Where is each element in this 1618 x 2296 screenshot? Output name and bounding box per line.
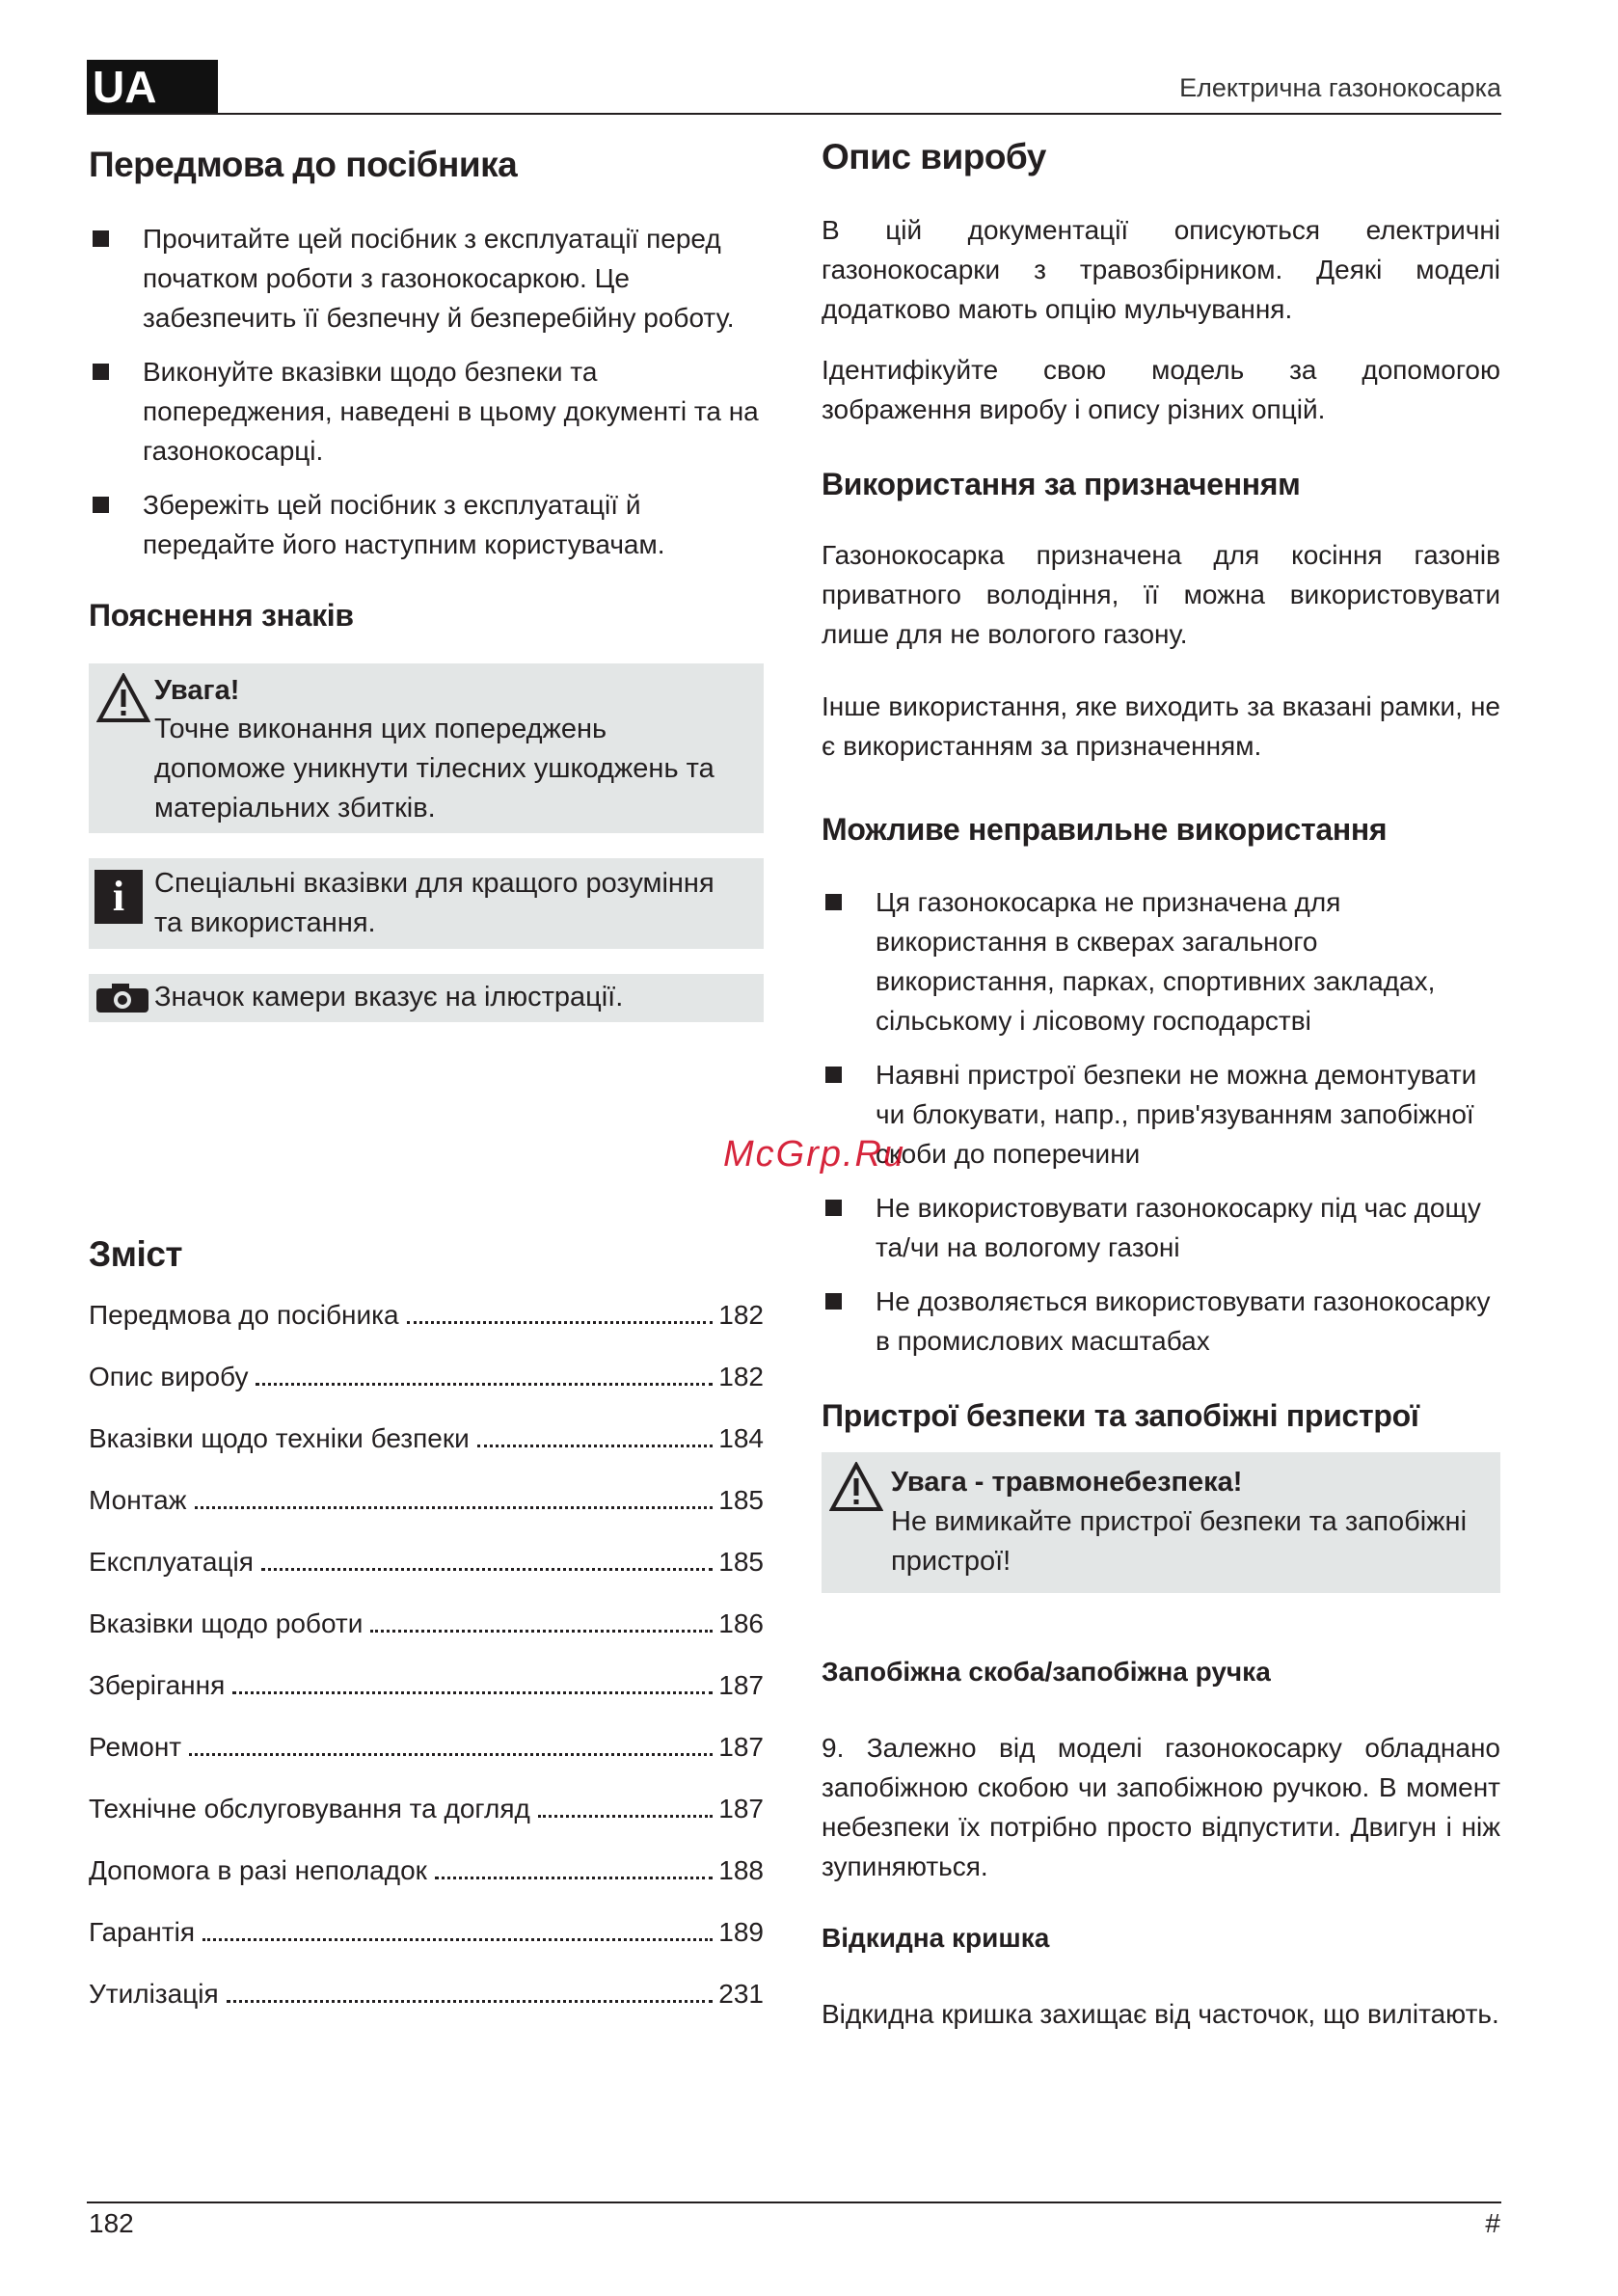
toc-entry[interactable]: Опис виробу 182 (89, 1362, 764, 1391)
list-item: Збережіть цей посібник з експлуатації й передайте його наступним користувачам. (89, 485, 764, 564)
flap-heading: Відкидна кришка (822, 1923, 1050, 1953)
toc-entry[interactable]: Вказівки щодо техніки безпеки 184 (89, 1423, 764, 1453)
warning-triangle-icon (829, 1462, 883, 1517)
toc-entry[interactable]: Допомога в разі неполадок 188 (89, 1855, 764, 1885)
warning-triangle-icon (96, 673, 150, 728)
table-of-contents (89, 1300, 764, 2040)
toc-entry[interactable]: Експлуатація 185 (89, 1547, 764, 1577)
flap-paragraph: Відкидна кришка захищає від часточок, що вилітають. (822, 1999, 1499, 2029)
toc-entry[interactable]: Монтаж 185 (89, 1485, 764, 1515)
camera-text: Значок камери вказує на ілюстрації. (154, 982, 624, 1013)
misuse-heading: Можливе неправильне використання (822, 812, 1388, 847)
product-paragraph-2: Ідентифікуйте свою модель за допомогою зображення виробу і опису різних опцій. (822, 355, 1500, 424)
intended-use-heading: Використання за призначенням (822, 467, 1301, 501)
intended-use-paragraph-2: Інше використання, яке виходить за вказані рамки, не є використанням за призначенням. (822, 691, 1500, 761)
list-item: Виконуйте вказівки щодо безпеки та попереджения, наведені в цьому документі та на газонокосарці. (89, 352, 764, 471)
safety-bracket-paragraph: 9. Залежно від моделі газонокосарку обладнано запобіжною скобою чи запобіжною ручкою. В момент небезпеки їх потрібно просто відпустити. Двигун і ніж зупиняються. (822, 1733, 1500, 1881)
language-badge: UA (87, 60, 218, 114)
warning-title: Увага! (154, 675, 240, 706)
safety-warning-note (822, 1452, 1500, 1593)
bullet-square-icon (825, 894, 842, 910)
document-title: Електрична газонокосарка (1179, 73, 1501, 102)
bullet-square-icon (93, 364, 109, 380)
safety-devices-heading: Пристрої безпеки та запобіжні пристрої (822, 1398, 1419, 1433)
list-item: Ця газонокосарка не призначена для використання в скверах загального використання, парках, спортивних закладах, сільському і лісовому господарстві (822, 882, 1500, 1040)
safety-warning-text: Не вимикайте пристрої безпеки та запобіжні пристрої! (891, 1506, 1468, 1577)
page-number: 182 (89, 2208, 134, 2238)
intended-use-paragraph-1: Газонокосарка призначена для косіння газонів приватного володіння, її можна використовувати лише для не вологого газону. (822, 540, 1500, 649)
list-item: Наявні пристрої безпеки не можна демонтувати чи блокувати, напр., прив'язуванням запобіжної скоби до поперечини (822, 1055, 1500, 1174)
warning-note (89, 663, 764, 833)
camera-note (89, 974, 764, 1022)
footer-divider (87, 2201, 1501, 2203)
toc-entry[interactable]: Утилізація 231 (89, 1979, 764, 2009)
info-text: Спеціальні вказівки для кращого розуміння та використання. (154, 868, 715, 938)
list-item: Не використовувати газонокосарку під час дощу та/чи на вологому газоні (822, 1188, 1500, 1267)
bullet-square-icon (825, 1293, 842, 1310)
toc-entry[interactable]: Технічне обслуговування та догляд 187 (89, 1794, 764, 1823)
contents-heading: Зміст (89, 1234, 183, 1274)
toc-entry[interactable]: Передмова до посібника 182 (89, 1300, 764, 1330)
list-item: Не дозволяється використовувати газонокосарку в промислових масштабах (822, 1282, 1500, 1361)
toc-entry[interactable]: Гарантія 189 (89, 1917, 764, 1947)
toc-entry[interactable]: Зберігання 187 (89, 1670, 764, 1700)
misuse-list (822, 882, 1500, 1375)
toc-entry[interactable]: Вказівки щодо роботи 186 (89, 1608, 764, 1638)
warning-text: Точне виконання цих попереджень допоможе уникнути тілесних ушкоджень та матеріальних збитків. (154, 714, 715, 824)
preface-list (89, 219, 764, 579)
product-paragraph-1: В цій документації описуються електричні газонокосарки з травозбірником. Деякі моделі додатково мають опцію мульчування. (822, 215, 1500, 324)
info-note (89, 858, 764, 949)
bullet-square-icon (93, 497, 109, 513)
info-icon: i (94, 870, 143, 924)
camera-icon (94, 982, 150, 1019)
bullet-square-icon (93, 230, 109, 247)
toc-entry[interactable]: Ремонт 187 (89, 1732, 764, 1762)
safety-warning-title: Увага - травмонебезпека! (891, 1467, 1243, 1498)
header-divider (87, 113, 1501, 115)
product-heading: Опис виробу (822, 137, 1046, 176)
watermark-text: McGrp.Ru (723, 1134, 906, 1175)
bullet-square-icon (825, 1200, 842, 1216)
signs-heading: Пояснення знаків (89, 598, 354, 633)
preface-heading: Передмова до посібника (89, 145, 518, 184)
list-item: Прочитайте цей посібник з експлуатації перед початком роботи з газонокосаркою. Це забезпечить її безпечну й безперебійну роботу. (89, 219, 764, 338)
footer-mark: # (1485, 2208, 1500, 2238)
safety-bracket-heading: Запобіжна скоба/запобіжна ручка (822, 1657, 1271, 1687)
bullet-square-icon (825, 1067, 842, 1083)
